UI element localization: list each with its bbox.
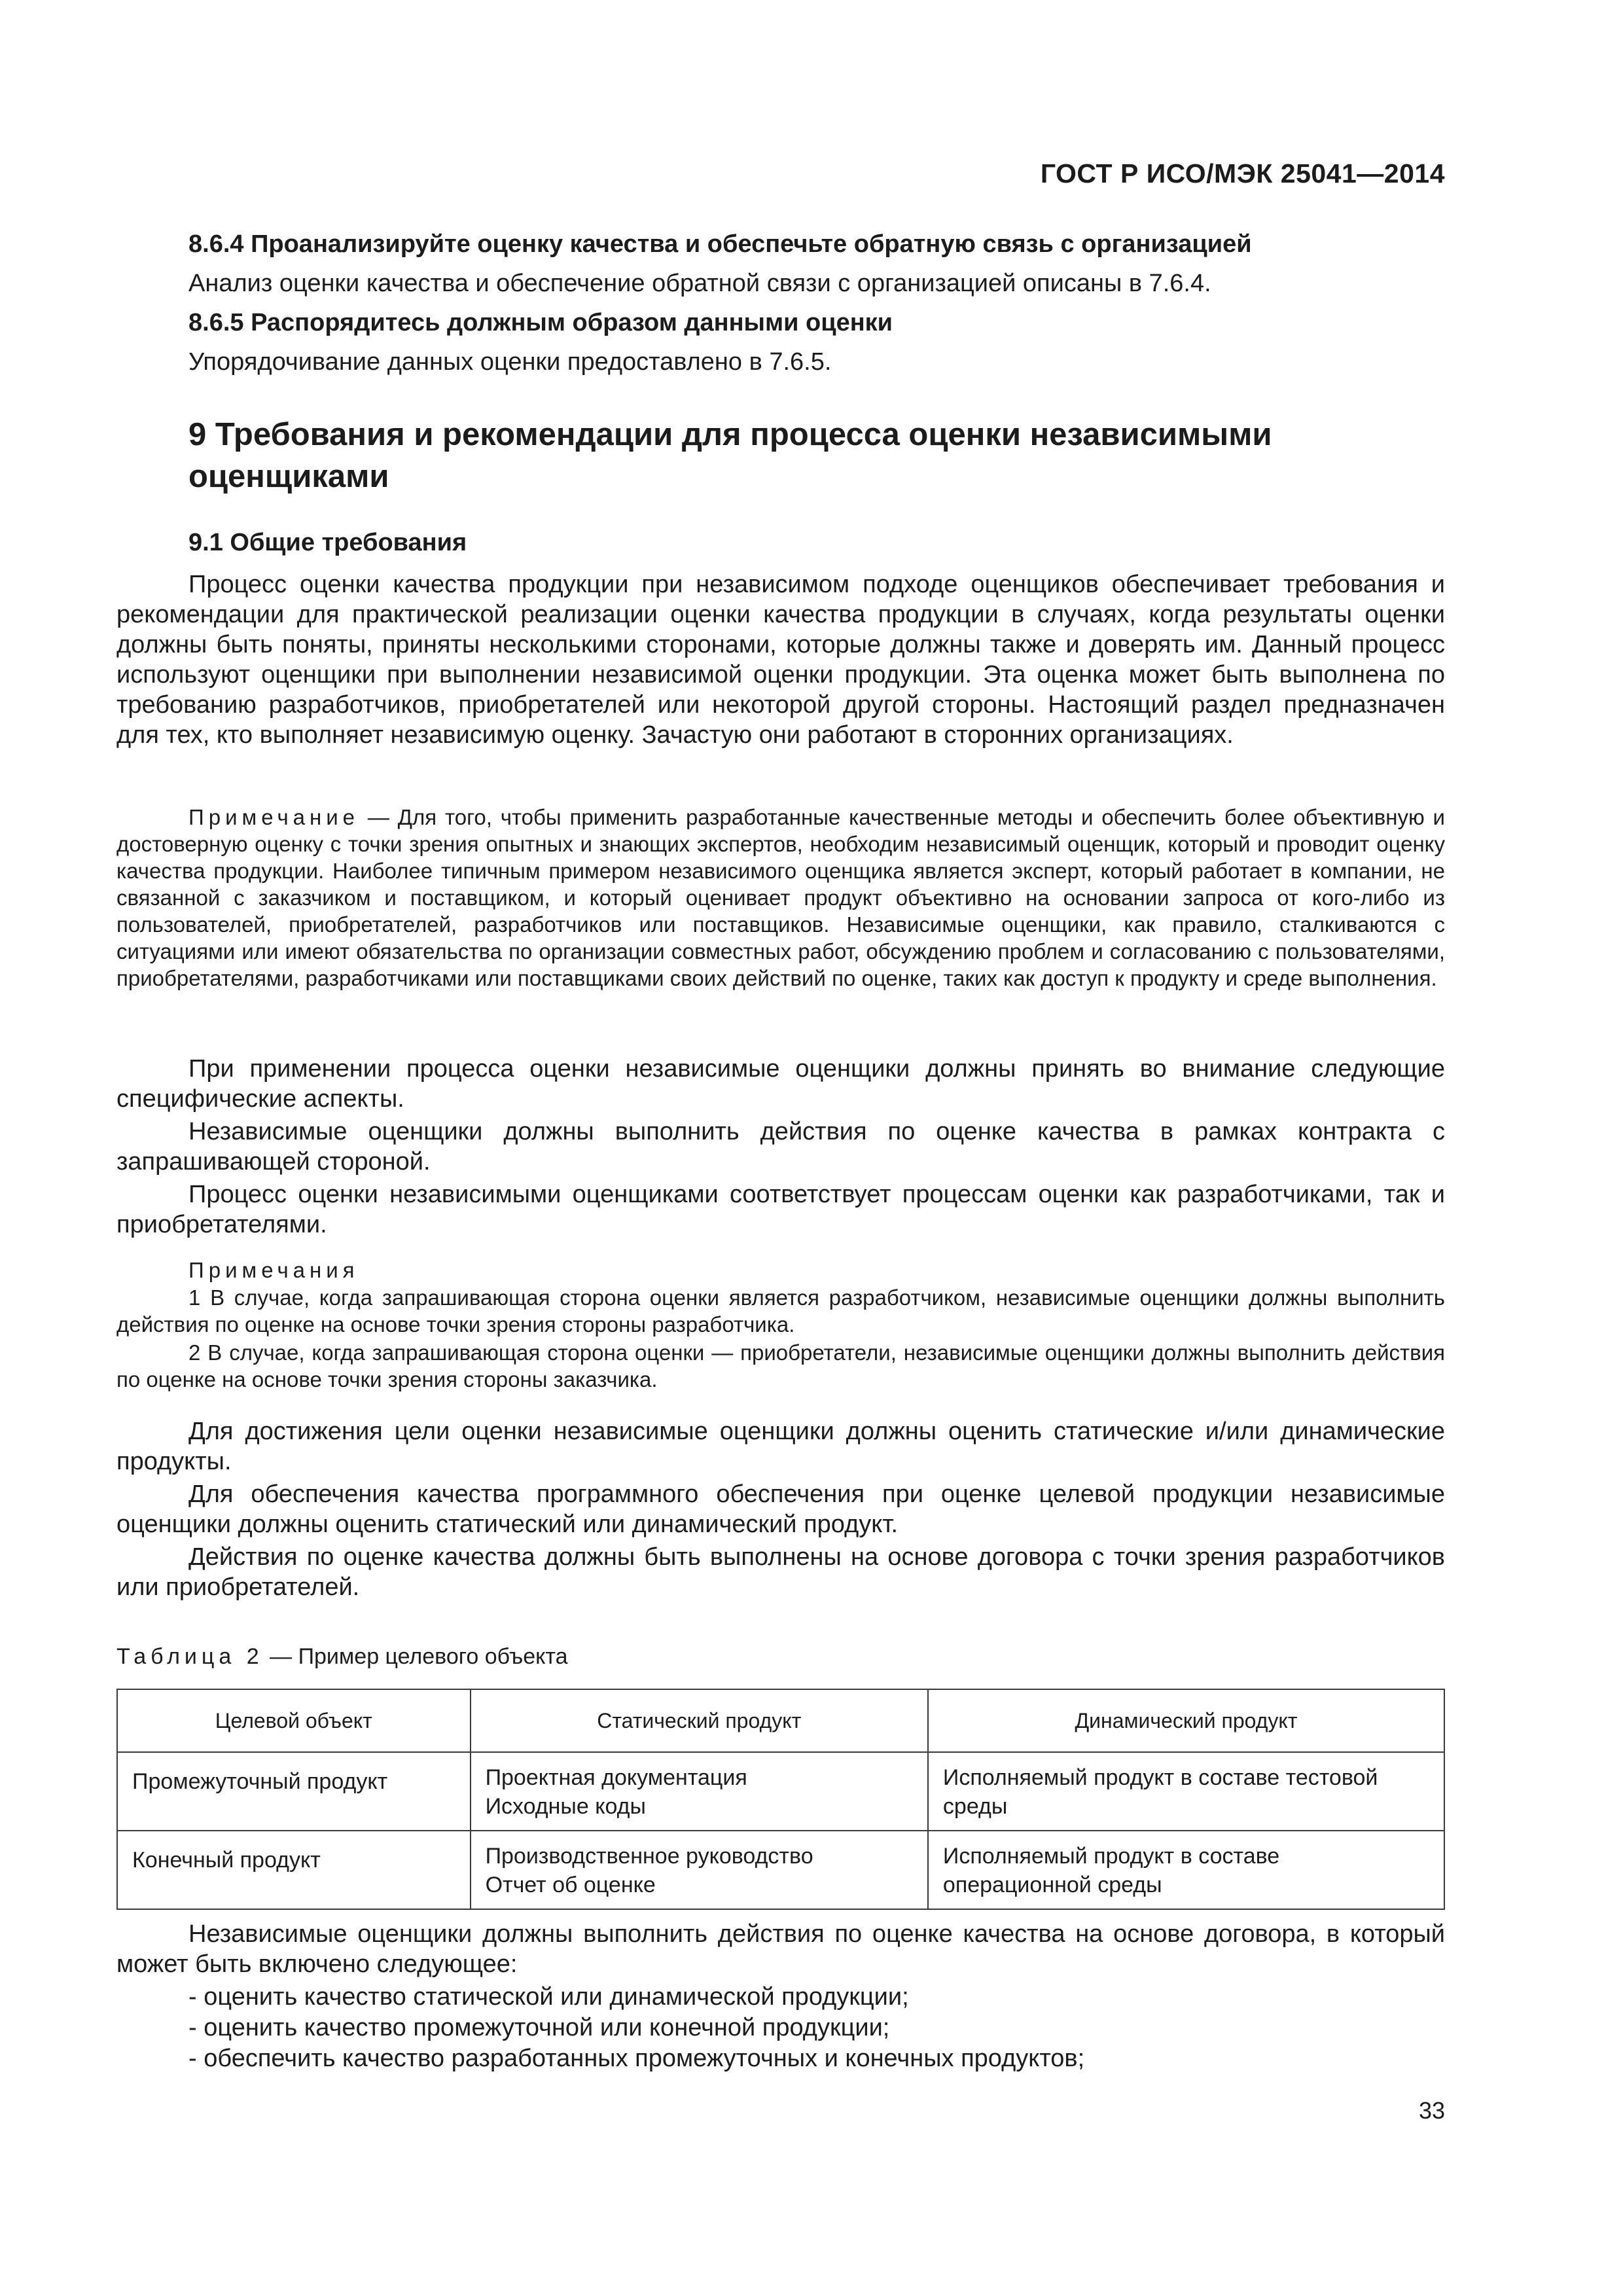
table-header-cell: Целевой объект [117, 1689, 471, 1752]
list-item: - оценить качество статической или динамической продукции; [188, 1982, 1084, 2013]
table-header-row [117, 1689, 1444, 1752]
target-object-table [116, 1689, 1445, 1910]
table-cell: Промежуточный продукт [117, 1752, 471, 1831]
paragraph: Для достижения цели оценки независимые оценщики должны оценить статические и/или динамические продукты. [116, 1418, 1445, 1475]
paragraph: Независимые оценщики должны выполнить действия по оценке качества в рамках контракта с запрашивающей стороной. [116, 1118, 1445, 1175]
list-item: - обеспечить качество разработанных промежуточных и конечных продуктов; [188, 2043, 1084, 2074]
paragraph: Действия по оценке качества должны быть выполнены на основе договора с точки зрения разработчиков или приобретателей. [116, 1543, 1445, 1601]
table-header-cell: Динамический продукт [928, 1689, 1444, 1752]
note-text: — Для того, чтобы применить разработанные качественные методы и обеспечить более объективную и достоверную оценку с точки зрения опытных и знающих экспертов, необходим независимый оценщик, который и проводит оценку качества продукции. Наиболее типичным примером независимого оценщика является эксперт, который работает в компании, не связанной с заказчиком и поставщиком, и который оценивает продукт объективно на основании запроса от кого-либо из пользователей, приобретателей, разработчиков или поставщиков. Независимые оценщики, как правило, сталкиваются с ситуациями или имеют обязательства по организации совместных работ, обсуждению проблем и согласованию с пользователями, приобретателями, разработчиками или поставщиками своих действий по оценке, таких как доступ к продукту и среде выполнения. [116, 805, 1445, 990]
paragraph: Процесс оценки независимыми оценщиками соответствует процессам оценки как разработчиками, так и приобретателями. [116, 1181, 1445, 1238]
section-8-6-5-title: 8.6.5 Распорядитесь должным образом данными оценки [188, 309, 893, 336]
paragraph: Для обеспечения качества программного обеспечения при оценке целевой продукции независимые оценщики должны оценить статический или динамический продукт. [116, 1480, 1445, 1538]
notes-label: Примечания [188, 1258, 359, 1282]
section-9-title: 9 Требования и рекомендации для процесса оценки независимыми оценщиками [188, 417, 1272, 494]
section-8-6-5-text: Упорядочивание данных оценки предоставлено в 7.6.5. [188, 348, 832, 376]
table-header-cell: Статический продукт [471, 1689, 928, 1752]
list-item: - оценить качество промежуточной или конечной продукции; [188, 2013, 1084, 2043]
table-cell: Конечный продукт [117, 1831, 471, 1909]
note-label: Примечание [188, 805, 360, 829]
table-caption-label: Таблица 2 [116, 1644, 264, 1669]
table-caption-text: — Пример целевого объекта [263, 1644, 568, 1669]
table-row [117, 1831, 1444, 1909]
paragraph: Процесс оценки качества продукции при независимом подходе оценщиков обеспечивает требования и рекомендации для практической реализации оценки качества продукции в случаях, когда результаты оценки должны быть поняты, приняты несколькими сторонами, которые должны также и доверять им. Данный процесс используют оценщики при выполнении независимой оценки продукции. Эта оценка может быть выполнена по требованию разработчиков, приобретателей или некоторой другой стороны. Настоящий раздел предназначен для тех, кто выполняет независимую оценку. Зачастую они работают в сторонних организациях. [116, 571, 1445, 749]
table-caption [116, 1644, 568, 1670]
table-cell: Исполняемый продукт в составе тестовой среды [928, 1752, 1444, 1831]
section-9-1-title: 9.1 Общие требования [188, 529, 467, 556]
table-row [117, 1752, 1444, 1831]
note [116, 804, 1445, 992]
document-header: ГОСТ Р ИСО/МЭК 25041—2014 [1040, 158, 1445, 188]
page-number: 33 [1418, 2097, 1445, 2124]
table-cell: Проектная документация Исходные коды [471, 1752, 928, 1831]
section-8-6-4-title: 8.6.4 Проанализируйте оценку качества и обеспечьте обратную связь с организацией [188, 230, 1252, 258]
note-item: 1 В случае, когда запрашивающая сторона оценки является разработчиком, независимые оценщики должны выполнить действия по оценке на основе точки зрения стороны разработчика. [116, 1285, 1445, 1336]
section-8-6-4-text: Анализ оценки качества и обеспечение обратной связи с организацией описаны в 7.6.4. [188, 270, 1211, 297]
table-cell: Исполняемый продукт в составе операционной среды [928, 1831, 1444, 1909]
paragraph: Независимые оценщики должны выполнить действия по оценке качества на основе договора, в который может быть включено следующее: [116, 1920, 1445, 1978]
paragraph: При применении процесса оценки независимые оценщики должны принять во внимание следующие специфические аспекты. [116, 1055, 1445, 1113]
requirements-list [188, 1982, 1084, 2074]
note-item: 2 В случае, когда запрашивающая сторона оценки — приобретатели, независимые оценщики должны выполнить действия по оценке на основе точки зрения стороны заказчика. [116, 1340, 1445, 1391]
table-cell: Производственное руководство Отчет об оценке [471, 1831, 928, 1909]
